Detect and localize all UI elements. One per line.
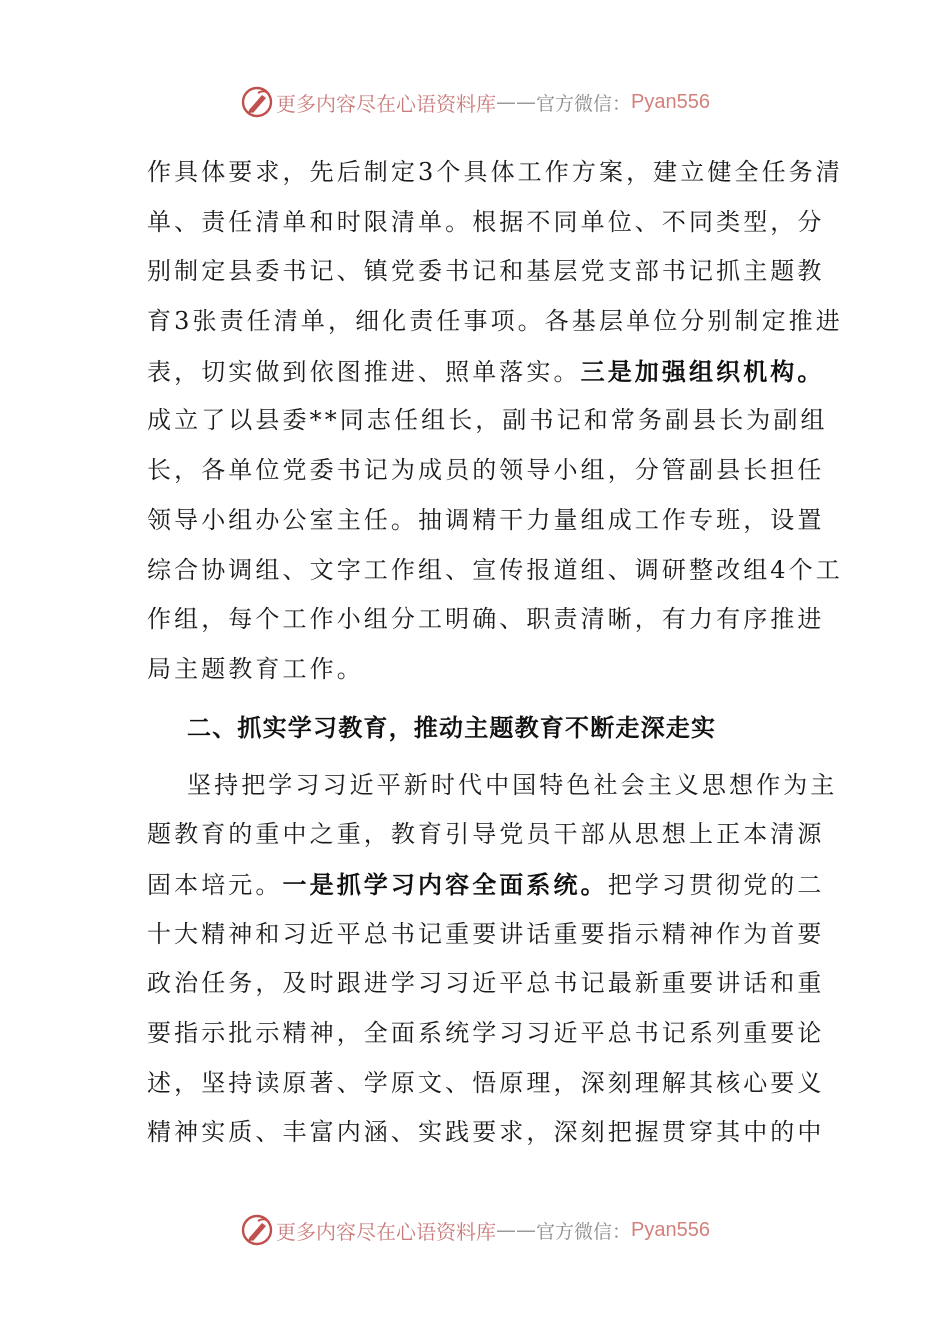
- body-text: 把学习贯彻党的二: [607, 870, 825, 899]
- body-line: 述，坚持读原著、学原文、悟原理，深刻理解其核心要义: [147, 1068, 825, 1097]
- document-body: [147, 148, 843, 1158]
- header-wechat-handle: Pyan556: [631, 90, 710, 113]
- body-line: 要指示批示精神，全面系统学习习近平总书记系列重要论: [147, 1019, 825, 1047]
- body-line: 局主题教育工作。: [147, 654, 364, 683]
- body-line: 综合协调组、文字工作组、宣传报道组、调研整改组4个工: [147, 555, 843, 584]
- footer-brand-text: 更多内容尽在心语资料库: [276, 1219, 496, 1244]
- body-line: 作组，每个工作小组分工明确、职责清晰，有力有序推进: [147, 605, 825, 634]
- body-line: 长，各单位党委书记为成员的领导小组，分管副县长担任: [147, 456, 825, 485]
- footer-wechat-handle: Pyan556: [631, 1218, 710, 1241]
- body-line: 政治任务，及时跟进学习习近平总书记最新重要讲话和重: [147, 969, 825, 998]
- body-line: 育3张责任清单，细化责任事项。各基层单位分别制定推进: [147, 307, 843, 336]
- body-line: [147, 860, 825, 910]
- header-separator: ——: [496, 90, 536, 114]
- body-line: [147, 347, 825, 397]
- body-line: 领导小组办公室主任。抽调精干力量组成工作专班，设置: [147, 505, 825, 534]
- body-text: 固本培元。: [147, 870, 283, 899]
- bold-subheading: 三是加强组织机构。: [580, 356, 825, 386]
- pen-seal-logo-icon: [240, 85, 274, 119]
- body-line: 精神实质、丰富内涵、实践要求，深刻把握贯穿其中的中: [147, 1118, 825, 1147]
- body-line: 单、责任清单和时限清单。根据不同单位、不同类型，分: [147, 207, 825, 236]
- section-heading: 二、抓实学习教育，推动主题教育不断走深走实: [187, 712, 717, 742]
- bold-subheading: 一是抓学习内容全面系统。: [282, 869, 608, 899]
- body-text: 表，切实做到依图推进、照单落实。: [147, 357, 581, 386]
- body-line: 别制定县委书记、镇党委书记和基层党支部书记抓主题教: [147, 257, 825, 286]
- body-line: 坚持把学习习近平新时代中国特色社会主义思想作为主: [187, 770, 838, 799]
- footer-contact-label: 官方微信：: [536, 1220, 632, 1243]
- footer-separator: ——: [496, 1218, 536, 1242]
- body-line: 作具体要求，先后制定3个具体工作方案，建立健全任务清: [147, 158, 843, 186]
- body-line: 十大精神和习近平总书记重要讲话重要指示精神作为首要: [147, 919, 825, 948]
- footer-watermark-banner: [0, 1208, 950, 1252]
- header-watermark-banner: [0, 80, 950, 124]
- pen-seal-logo-icon: [240, 1213, 274, 1247]
- body-line: 题教育的重中之重，教育引导党员干部从思想上正本清源: [147, 820, 825, 849]
- header-brand-text: 更多内容尽在心语资料库: [276, 91, 496, 116]
- body-line: 成立了以县委**同志任组长，副书记和常务副县长为副组: [147, 406, 828, 435]
- header-contact-label: 官方微信：: [536, 92, 632, 115]
